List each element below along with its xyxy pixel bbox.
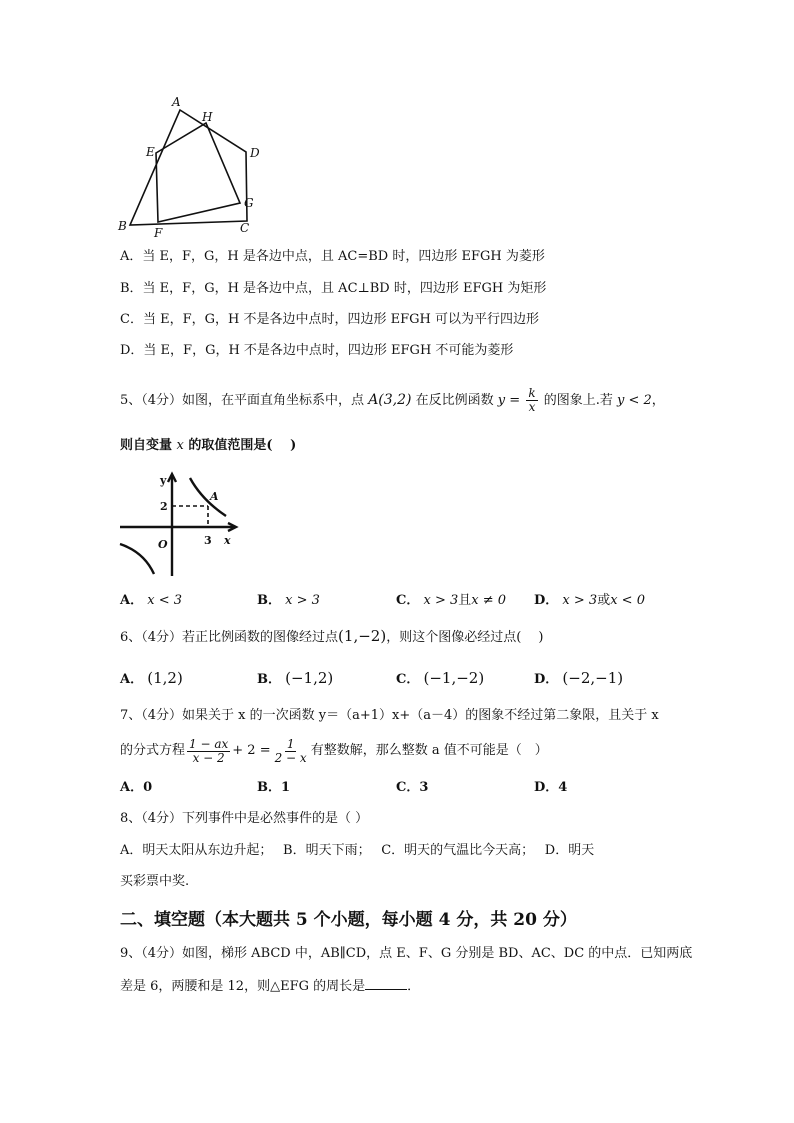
q6-option-b-math: (−1,2) — [285, 669, 334, 687]
q5-stem-mid: 在反比例函数 — [415, 393, 494, 408]
q7-option-a: A．0 — [120, 780, 153, 795]
q9-stem-line1: 9、（4分）如图，梯形 ABCD 中，AB∥CD，点 E、F、G 分别是 BD、AC、DC 的中点．已知两底 — [120, 946, 693, 961]
q8-stem: 8、（4分）下列事件中是必然事件的是（ ） — [120, 811, 369, 826]
q6-option-d-math: (−2,−1) — [562, 669, 624, 687]
q5-stem-suffix: 的图象上.若 — [543, 393, 613, 408]
q9-line2-suffix: ． — [407, 979, 421, 994]
label-F: F — [154, 226, 163, 240]
graph-point-a-label: A — [210, 490, 219, 503]
q5-stem-line1 — [120, 387, 665, 414]
q5-option-a-math: x < 3 — [147, 593, 182, 608]
q7-option-c: C．3 — [396, 780, 429, 795]
q5-option-d-math1: x > 3 — [562, 593, 598, 608]
q5-var: x — [176, 438, 184, 453]
q5-option-b — [257, 593, 320, 609]
q5-option-b-math: x > 3 — [285, 593, 320, 608]
q5-option-d — [534, 593, 645, 609]
q6-option-a — [120, 670, 183, 688]
q5-option-c-math1: x > 3 — [423, 593, 459, 608]
q6-stem — [120, 628, 543, 646]
q4-option-a: A．当 E，F，G，H 是各边中点，且 AC=BD 时，四边形 EFGH 为菱形 — [120, 249, 545, 264]
q6-option-c — [396, 670, 484, 688]
q4-option-d: D．当 E，F，G，H 不是各边中点时，四边形 EFGH 不可能为菱形 — [120, 343, 514, 358]
q5-option-d-or: 或 — [597, 593, 611, 608]
q6-stem-prefix: 6、（4分）若正比例函数的图像经过点 — [120, 630, 339, 645]
q5-condition: y < 2 — [617, 393, 652, 408]
q5-hyperbola-graph — [116, 470, 244, 580]
q9-stem-line2 — [120, 977, 420, 995]
graph-y-label: y — [160, 474, 167, 487]
q6-option-a-label: A． — [120, 672, 144, 687]
q4-quadrilateral-figure — [112, 92, 272, 240]
curve-branch-1 — [190, 478, 226, 516]
q8-options-line: A．明天太阳从东边升起； B．明天下雨； C．明天的气温比今天高； D．明天 — [120, 843, 595, 858]
label-H: H — [202, 110, 213, 124]
q7-fraction-1 — [187, 738, 230, 765]
q6-point: (1,−2) — [338, 627, 387, 645]
q6-stem-suffix: ，则这个图像必经过点( ) — [386, 630, 544, 645]
q6-option-d-label: D． — [534, 672, 559, 687]
q7-stem-line2 — [120, 733, 548, 769]
q5-option-c-and: 且 — [458, 593, 472, 608]
q6-option-b-label: B． — [257, 672, 281, 687]
section-2-title: 二、填空题（本大题共 5 个小题，每小题 4 分，共 20 分） — [120, 910, 577, 930]
label-C: C — [240, 221, 250, 235]
q5-option-c-label: C． — [396, 593, 420, 608]
label-D: D — [250, 146, 260, 160]
q7-fraction-2 — [273, 738, 309, 765]
graph-x-label: x — [224, 534, 231, 547]
label-E: E — [146, 145, 155, 159]
q7-stem-line1: 7、（4分）如果关于 x 的一次函数 y＝（a+1）x+（a－4）的图象不经过第二象限，且关于 x — [120, 708, 659, 723]
label-A: A — [172, 95, 181, 109]
q5-option-c-math2: x ≠ 0 — [471, 593, 507, 608]
q5-func-y: y = — [497, 393, 521, 408]
q7-line2-suffix: 有整数解，那么整数 a 值不可能是（ ） — [310, 743, 548, 758]
graph-origin: O — [158, 538, 168, 551]
q5-option-d-math2: x < 0 — [610, 593, 645, 608]
q6-option-c-math: (−1,−2) — [423, 669, 485, 687]
q5-option-a — [120, 593, 182, 609]
q6-option-a-math: (1,2) — [147, 669, 183, 687]
q4-option-b: B．当 E，F，G，H 是各边中点，且 AC⊥BD 时，四边形 EFGH 为矩形 — [120, 281, 547, 296]
q5-option-a-label: A． — [120, 593, 144, 608]
q7-frac1-den: x − 2 — [192, 750, 225, 765]
q8-options-line-cont: 买彩票中奖. — [120, 874, 190, 889]
label-G: G — [244, 196, 254, 210]
q6-option-c-label: C． — [396, 672, 420, 687]
q9-line2-prefix: 差是 6，两腰和是 12，则△EFG 的周长是 — [120, 979, 366, 994]
q5-stem-line2 — [120, 438, 296, 454]
q5-point: A(3,2) — [368, 392, 412, 408]
graph-x-tick-3: 3 — [204, 534, 212, 547]
q5-line2-suffix: 的取值范围是( ) — [188, 438, 297, 453]
q5-stem-prefix: 5、（4分）如图，在平面直角坐标系中，点 — [120, 393, 365, 408]
quad-abcd — [130, 110, 247, 225]
q5-func-num: k — [528, 386, 536, 400]
q5-func-den: x — [528, 400, 536, 414]
q5-line2-prefix: 则自变量 — [120, 438, 173, 453]
q5-option-c — [396, 593, 506, 609]
q9-answer-blank[interactable] — [365, 977, 407, 990]
label-B: B — [118, 219, 127, 233]
q7-option-d: D．4 — [534, 780, 568, 795]
q6-option-b — [257, 670, 333, 688]
q5-option-d-label: D． — [534, 593, 559, 608]
curve-branch-2 — [120, 544, 154, 574]
q7-option-b: B．1 — [257, 780, 291, 795]
q5-option-b-label: B． — [257, 593, 281, 608]
q6-option-d — [534, 670, 623, 688]
q7-line2-prefix: 的分式方程 — [120, 743, 186, 758]
q5-comma: ， — [651, 393, 665, 408]
graph-y-tick-2: 2 — [160, 500, 168, 513]
q7-frac2-den: 2 − x — [274, 750, 307, 765]
q7-frac1-num: 1 − ax — [189, 736, 229, 751]
q5-func-fraction — [526, 387, 537, 414]
q4-option-c: C．当 E，F，G，H 不是各边中点时，四边形 EFGH 可以为平行四边形 — [120, 312, 539, 327]
q7-frac2-num: 1 — [286, 736, 295, 751]
q7-mid: + 2 = — [232, 743, 271, 758]
